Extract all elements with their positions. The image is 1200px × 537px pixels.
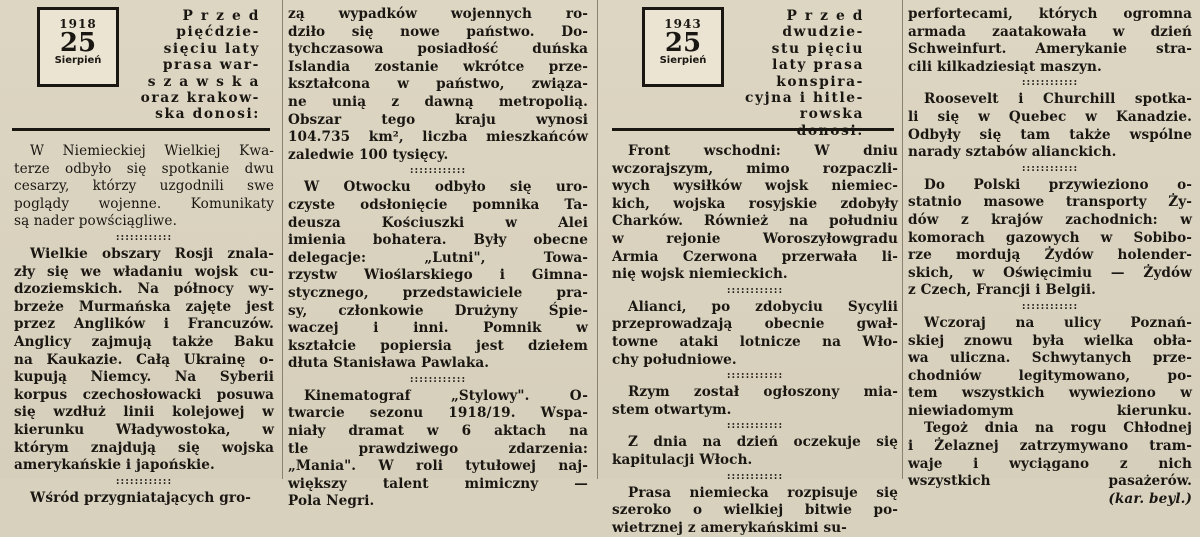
column-divider [597,0,598,479]
text-line: zą wypadków wojennych ro- [288,6,588,22]
heading-line: konspira- [776,73,864,90]
paragraph-separator: :::::::::::: [1021,77,1079,89]
text-line: armada zaatakowała w dzień [908,23,1192,40]
text-line: dziło się nowe państwo. Do- [288,23,588,40]
text-line: kupują Niemcy. Na Syberii [14,369,274,386]
text-line: wczorajszym, mimo rozpaczli- [612,160,898,177]
text-line: stem otwartym. [612,401,732,418]
text-line: brzeże Murmańska zajęte jest [14,298,274,315]
month-label: Sierpień [659,55,707,66]
paragraph-separator: :::::::::::: [726,470,784,482]
heading-line: P r z e d [786,8,864,24]
text-line: tle prawdziwego zdarzenia: [288,440,588,457]
text-line: chodniów legitymowano, po- [908,367,1192,384]
text-line: czyste odsłonięcie pomnika Ta- [288,196,588,213]
text-line: przeprowadzają obecnie gwał- [612,316,898,333]
text-line: zaledwie 100 tysięcy. [288,146,449,163]
text-line: imienia bohatera. Były obecne [288,232,588,249]
text-line: narady sztabów alianckich. [908,144,1117,161]
text-line: dłuta Stanisława Pawlaka. [288,355,490,372]
text-line: Pola Negri. [288,493,375,510]
text-line: na Kaukazie. Całą Ukrainę o- [14,351,274,368]
heading-line: oraz krakow- [140,90,260,107]
text-line: Anglicy zajmują także Baku [14,333,274,350]
paragraph-separator: :::::::::::: [726,370,784,382]
paragraph-separator: :::::::::::: [726,420,784,432]
text-line: skiej znowu była wielka obła- [908,332,1192,349]
text-line: szeroko o wielkiej bitwie po- [612,502,898,519]
paragraph-separator: :::::::::::: [726,284,784,296]
text-line: w rejonie Woroszyłowgradu [612,230,898,247]
text-line: zły się we władaniu wojsk cu- [14,263,274,280]
heading-line: prasa war- [162,57,260,74]
text-line: poglądy wojenne. Komunikaty [14,195,274,212]
heading-line: laty prasa [772,57,864,74]
text-line: kapitulacji Włoch. [612,451,753,468]
text-line: i Żelaznej zatrzymywano tram- [908,438,1192,455]
text-line: Wielkie obszary Rosji znala- [30,245,274,262]
text-line: waczej i inni. Pomnik w [288,320,588,337]
text-line: Wczoraj na ulicy Poznań- [924,314,1192,331]
heading-line: cyjna i hitle- [744,90,864,107]
text-line: Islandia zostanie wkrótce prze- [288,58,588,75]
heading-line: s z a w s k a [147,73,260,90]
heading-rule [612,128,894,131]
column-divider [902,0,903,479]
text-line: Armia Czerwona przerwała li- [612,248,898,265]
text-line: ne unią z dawną metropolią. [288,93,588,110]
text-line: większy talent mimiczny — [288,475,588,492]
month-label: Sierpień [54,55,102,66]
heading-line: sięciu laty [163,40,260,57]
column-divider [282,0,283,479]
text-line: cesarzy, którzy uzgodnili swe [14,178,274,195]
date-box-1918 [37,7,119,87]
paragraph-separator: :::::::::::: [409,165,467,177]
text-line: Rzym został ogłoszony mia- [628,384,898,401]
text-line: wa uliczna. Schwytanych prze- [908,350,1192,367]
heading-line: ska donosi: [155,106,260,123]
text-line: W Otwocku odbyło się uro- [304,179,588,196]
paragraph-separator: :::::::::::: [1021,300,1079,312]
text-line: Prasa niemiecka rozpisuje się [628,484,898,501]
text-line: terze odbyło się spotkanie dwu [14,160,274,177]
article-column-4 [908,6,1192,507]
text-line: przez Anglików i Francuzów. [14,316,274,333]
text-line: wych wysiłków wojsk niemiec- [612,178,898,195]
text-line: Tegoż dnia na rogu Chłodnej [924,420,1192,437]
text-line: wszystkich pasażerów. [908,473,1192,490]
text-line: kształcie popiersia jest dziełem [288,337,588,354]
text-line: twarcie sezonu 1918/19. Wspa- [288,405,588,422]
text-line: tychczasowa posiadłość duńska [288,41,588,58]
text-line: wietrznej z amerykańskimi su- [612,519,847,536]
text-line: niewiadomym kierunku. [908,402,1192,419]
text-line: tem wszystkich wywieziono w [908,385,1192,402]
text-line: statnio masowe transporty Ży- [908,194,1192,211]
text-line: Obszar tego kraju wynosi [288,111,588,128]
text-line: delegacje: „Lutni", Towa- [288,249,588,266]
text-line: 104.735 km², liczba mieszkańców [288,129,588,146]
text-line: którym znajdują się wojska [14,439,274,456]
day-label: 25 [664,28,702,58]
text-line: Kinematograf „Stylowy". O- [304,387,588,404]
text-line: W Niemieckiej Wielkiej Kwa- [30,143,274,159]
heading-rule [12,128,270,131]
heading-line: rowska [799,106,864,123]
text-line: z Czech, Francji i Belgii. [908,282,1096,299]
text-line: Roosevelt i Churchill spotka- [924,91,1192,108]
text-line: kształcona w państwo, związa- [288,76,588,93]
text-line: chy południowe. [612,351,737,368]
text-line: kich, wojska rosyjskie zdobyły [612,195,898,212]
section-heading-1943 [736,8,864,139]
text-line: Odbyły się tam także wspólne [908,126,1192,143]
text-line: dzoziemskich. Na północy wy- [14,281,274,298]
text-line: Z dnia na dzień oczekuje się [628,434,898,451]
article-column-2 [288,6,588,510]
date-box-1943 [642,7,724,87]
text-line: deusza Kościuszki w Alei [288,214,588,231]
text-line: Do Polski przywieziono o- [924,176,1192,193]
heading-line: P r z e d [182,8,260,24]
text-line: perfortecami, których ogromna [908,6,1192,22]
text-line: sy, członkowie Drużyny Śpie- [288,302,588,319]
text-line: Schweinfurt. Amerykanie stra- [908,41,1192,58]
paragraph-separator: :::::::::::: [115,475,173,487]
text-line: waje i wyciągano z nich [908,455,1192,472]
heading-line: dwudzie- [782,24,864,41]
text-line: rzystw Wioślarskiego i Gimna- [288,267,588,284]
text-line: kierunku Władywostoka, w [14,421,274,438]
text-line: „Mania". W roli tytułowej naj- [288,458,588,475]
text-line: stycznego, przedstawiciele pra- [288,284,588,301]
section-heading-1918 [132,8,260,123]
year-label: 1943 [664,17,702,31]
text-line: cili kilkadziesiąt maszyn. [908,58,1102,75]
text-line: rze mordują Żydów holender- [908,247,1192,264]
text-line: są nader powściągliwe. [14,213,177,230]
paragraph-separator: :::::::::::: [115,231,173,243]
text-line: Alianci, po zdobyciu Sycylii [628,298,898,315]
text-line: się wzdłuż linii kolejowej w [14,404,274,421]
article-column-1 [14,143,274,506]
paragraph-separator: :::::::::::: [1021,162,1079,174]
text-line: Wśród przygniatających gro- [30,489,251,506]
text-line: dów z krajów zachodnich: w [908,211,1192,228]
text-line: li się w Quebec w Kanadzie. [908,108,1192,125]
author-credit: (kar. beyl.) [1108,490,1192,507]
heading-line: pięćdzie- [176,24,260,41]
text-line: korpus czechosłowacki posuwa [14,386,274,403]
text-line: Charków. Również na południu [612,213,898,230]
heading-line: stu pięciu [771,40,864,57]
day-label: 25 [59,28,97,58]
text-line: komorach gazowych w Sobibo- [908,229,1192,246]
text-line: amerykańskie i japońskie. [14,457,215,474]
text-line: nię wojsk niemieckich. [612,266,788,283]
year-label: 1918 [59,17,97,31]
text-line: skich, w Oświęcimiu — Żydów [908,264,1192,281]
text-line: towne ataki lotnicze na Wło- [612,333,898,350]
paragraph-separator: :::::::::::: [409,373,467,385]
text-line: Front wschodni: W dniu [628,143,898,159]
text-line: niały dramat w 6 aktach na [288,423,588,440]
article-column-3 [612,143,898,536]
